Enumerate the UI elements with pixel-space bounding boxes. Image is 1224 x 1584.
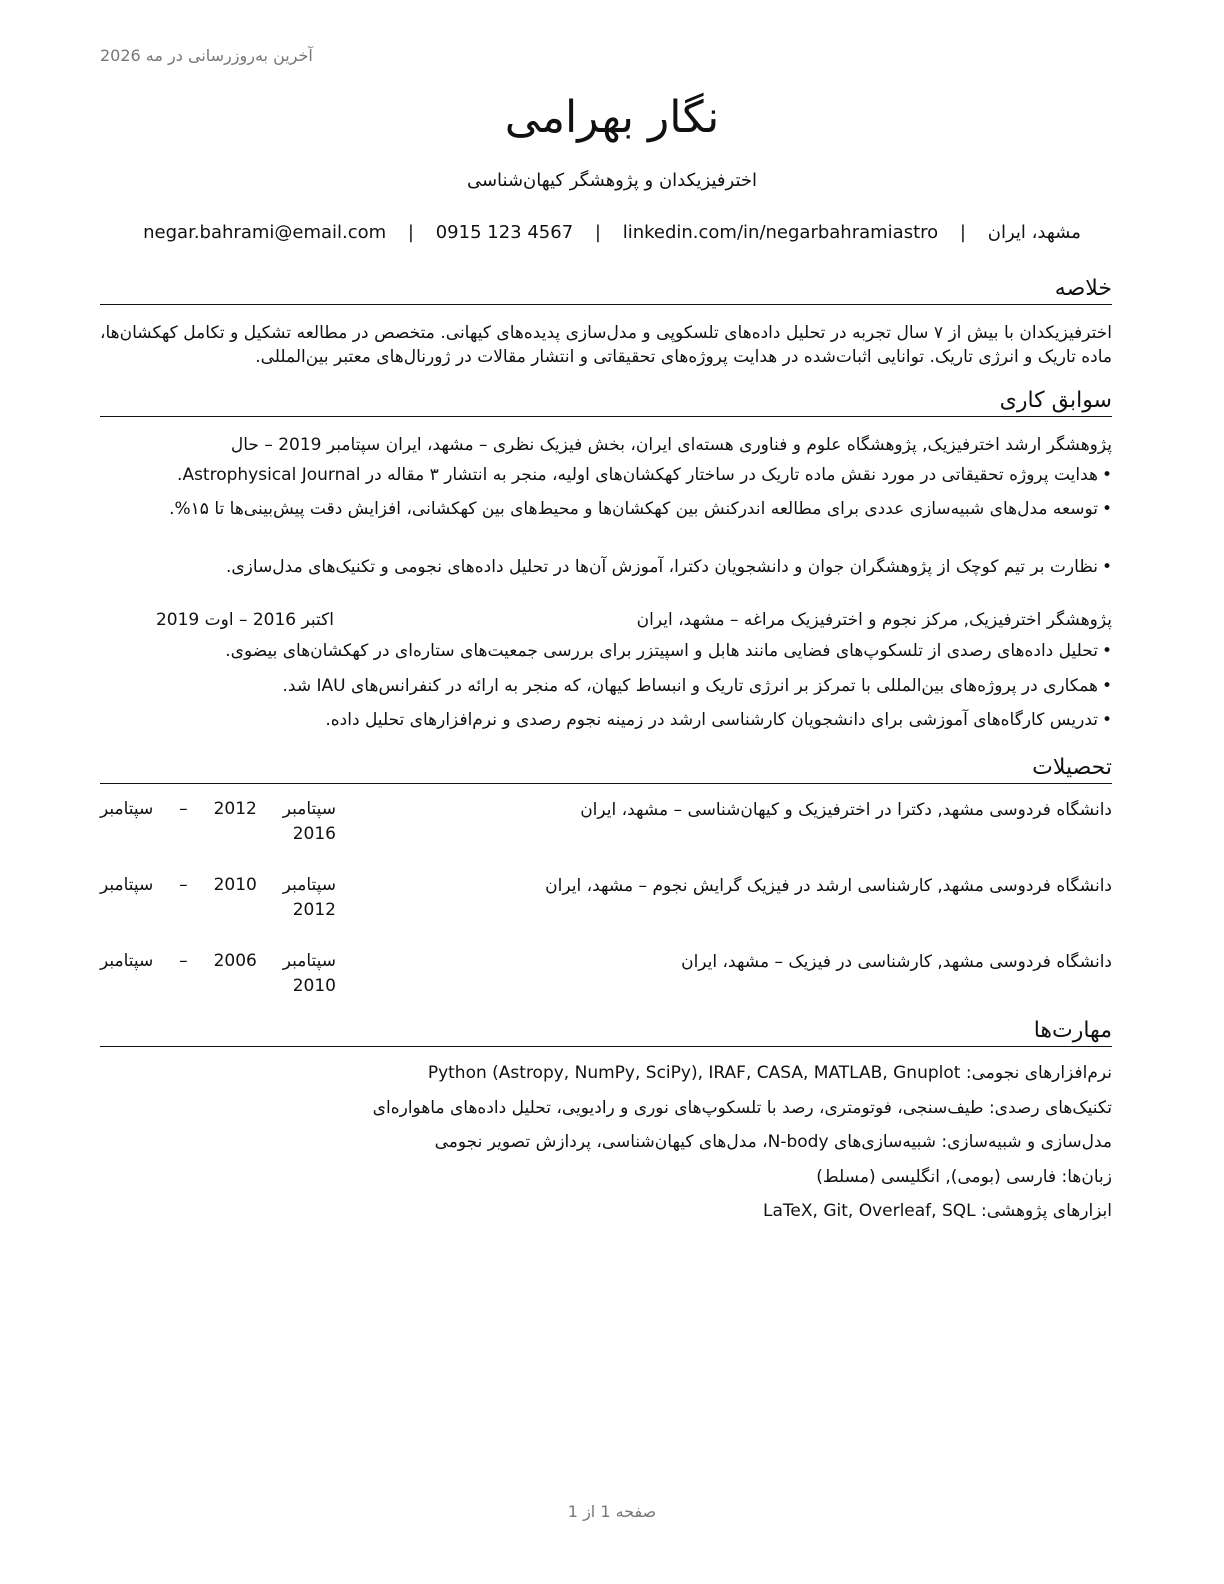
skill-item: ابزارهای پژوهشی: LaTeX, Git, Overleaf, SQL <box>763 1201 1112 1221</box>
education-item: دانشگاه فردوسی مشهد, دکترا در اخترفیزیک و کیهان‌شناسی – مشهد، ایران <box>580 800 1112 820</box>
list-item <box>100 497 1112 521</box>
list-item <box>100 639 1112 663</box>
linkedin-link[interactable]: linkedin.com/in/negarbahramiastro <box>622 222 939 243</box>
section-title-education: تحصیلات <box>100 755 1112 784</box>
section-title-experience: سوابق کاری <box>100 388 1112 417</box>
education-date: سپتامبر 2012 – سپتامبر 2016 <box>100 799 337 844</box>
bullet-icon: • <box>1101 557 1112 577</box>
job-date: اکتبر 2016 – اوت 2019 <box>155 610 334 630</box>
list-item <box>100 674 1112 698</box>
section-title-summary: خلاصه <box>100 276 1112 305</box>
job-title-org: پژوهشگر اخترفیزیک, مرکز نجوم و اخترفیزیک مراغه – مشهد، ایران <box>636 610 1112 630</box>
list-item <box>100 708 1112 732</box>
bullet-text: تحلیل داده‌های رصدی از تلسکوپ‌های فضایی مانند هابل و اسپیتزر برای بررسی جمعیت‌های ستاره‌ای در کهکشان‌های بیضوی. <box>225 641 1098 661</box>
bullet-icon: • <box>1101 465 1112 485</box>
bullet-text: نظارت بر تیم کوچک از پژوهشگران جوان و دانشجویان دکترا، آموزش آن‌ها در تحلیل داده‌های نجومی و تکنیک‌های مدل‌سازی. <box>225 557 1098 577</box>
candidate-title: اخترفیزیکدان و پژوهشگر کیهان‌شناسی <box>466 170 758 191</box>
bullet-text: همکاری در پروژه‌های بین‌المللی با تمرکز بر انرژی تاریک و انبساط کیهان، که منجر به ارائه در کنفرانس‌های IAU شد. <box>282 676 1098 696</box>
last-updated-note: آخرین به‌روزرسانی در مه 2026 <box>100 46 313 65</box>
bullet-icon: • <box>1101 676 1112 696</box>
page-number: صفحه 1 از 1 <box>567 1502 657 1521</box>
bullet-icon: • <box>1101 499 1112 519</box>
summary-text: اخترفیزیکدان با بیش از ۷ سال تجربه در تحلیل داده‌های تلسکوپی و مدل‌سازی پدیده‌های کیهانی. متخصص در مطالعه تشکیل و تکامل کهکشان‌ها، ماده تاریک و انرژی تاریک. توانایی اثبات‌شده در هدایت پروژه‌های تحقیقاتی و انتشار مقالات در ژورنال‌های معتبر بین‌المللی. <box>100 323 1112 367</box>
job-heading <box>100 608 1112 632</box>
skill-item: نرم‌افزارهای نجومی: Python (Astropy, NumPy, SciPy), IRAF, CASA, MATLAB, Gnuplot <box>427 1063 1112 1083</box>
contact-line <box>0 222 1224 243</box>
candidate-name: نگار بهرامی <box>504 92 720 143</box>
list-item <box>100 463 1112 487</box>
section-title-skills: مهارت‌ها <box>100 1018 1112 1047</box>
separator: | <box>959 222 966 243</box>
separator: | <box>594 222 601 243</box>
phone-number: 0915 123 4567 <box>435 222 574 243</box>
education-date: سپتامبر 2006 – سپتامبر 2010 <box>100 951 337 996</box>
education-item: دانشگاه فردوسی مشهد, کارشناسی در فیزیک – مشهد، ایران <box>681 952 1112 972</box>
bullet-icon: • <box>1101 710 1112 730</box>
bullet-icon: • <box>1101 641 1112 661</box>
separator: | <box>407 222 414 243</box>
skill-item: زبان‌ها: فارسی (بومی), انگلیسی (مسلط) <box>816 1167 1112 1187</box>
education-date: سپتامبر 2010 – سپتامبر 2012 <box>100 875 337 920</box>
bullet-text: توسعه مدل‌های شبیه‌سازی عددی برای مطالعه اندرکنش بین کهکشان‌ها و محیط‌های بین کهکشانی، افزایش دقت پیش‌بینی‌ها تا ۱۵%. <box>169 499 1098 519</box>
education-item: دانشگاه فردوسی مشهد, کارشناسی ارشد در فیزیک گرایش نجوم – مشهد، ایران <box>545 876 1112 896</box>
job-title-org: پژوهشگر ارشد اخترفیزیک, پژوهشگاه علوم و فناوری هسته‌ای ایران، بخش فیزیک نظری – مشهد، ایران سپتامبر 2019 – حال <box>230 435 1112 455</box>
email-link[interactable]: negar.bahrami@email.com <box>143 222 387 243</box>
location: مشهد، ایران <box>987 222 1081 243</box>
list-item <box>100 555 1112 579</box>
skill-item: تکنیک‌های رصدی: طیف‌سنجی، فوتومتری، رصد با تلسکوپ‌های نوری و رادیویی، تحلیل داده‌های ماهواره‌ای <box>372 1098 1112 1118</box>
skill-item: مدل‌سازی و شبیه‌سازی: شبیه‌سازی‌های N-body، مدل‌های کیهان‌شناسی، پردازش تصویر نجومی <box>434 1132 1112 1152</box>
job-heading <box>100 433 1112 457</box>
bullet-text: تدریس کارگاه‌های آموزشی برای دانشجویان کارشناسی ارشد در زمینه نجوم رصدی و نرم‌افزارهای تحلیل داده. <box>325 710 1098 730</box>
bullet-text: هدایت پروژه تحقیقاتی در مورد نقش ماده تاریک در ساختار کهکشان‌های اولیه، منجر به انتشار ۳ مقاله در Astrophysical Journal. <box>177 465 1098 485</box>
